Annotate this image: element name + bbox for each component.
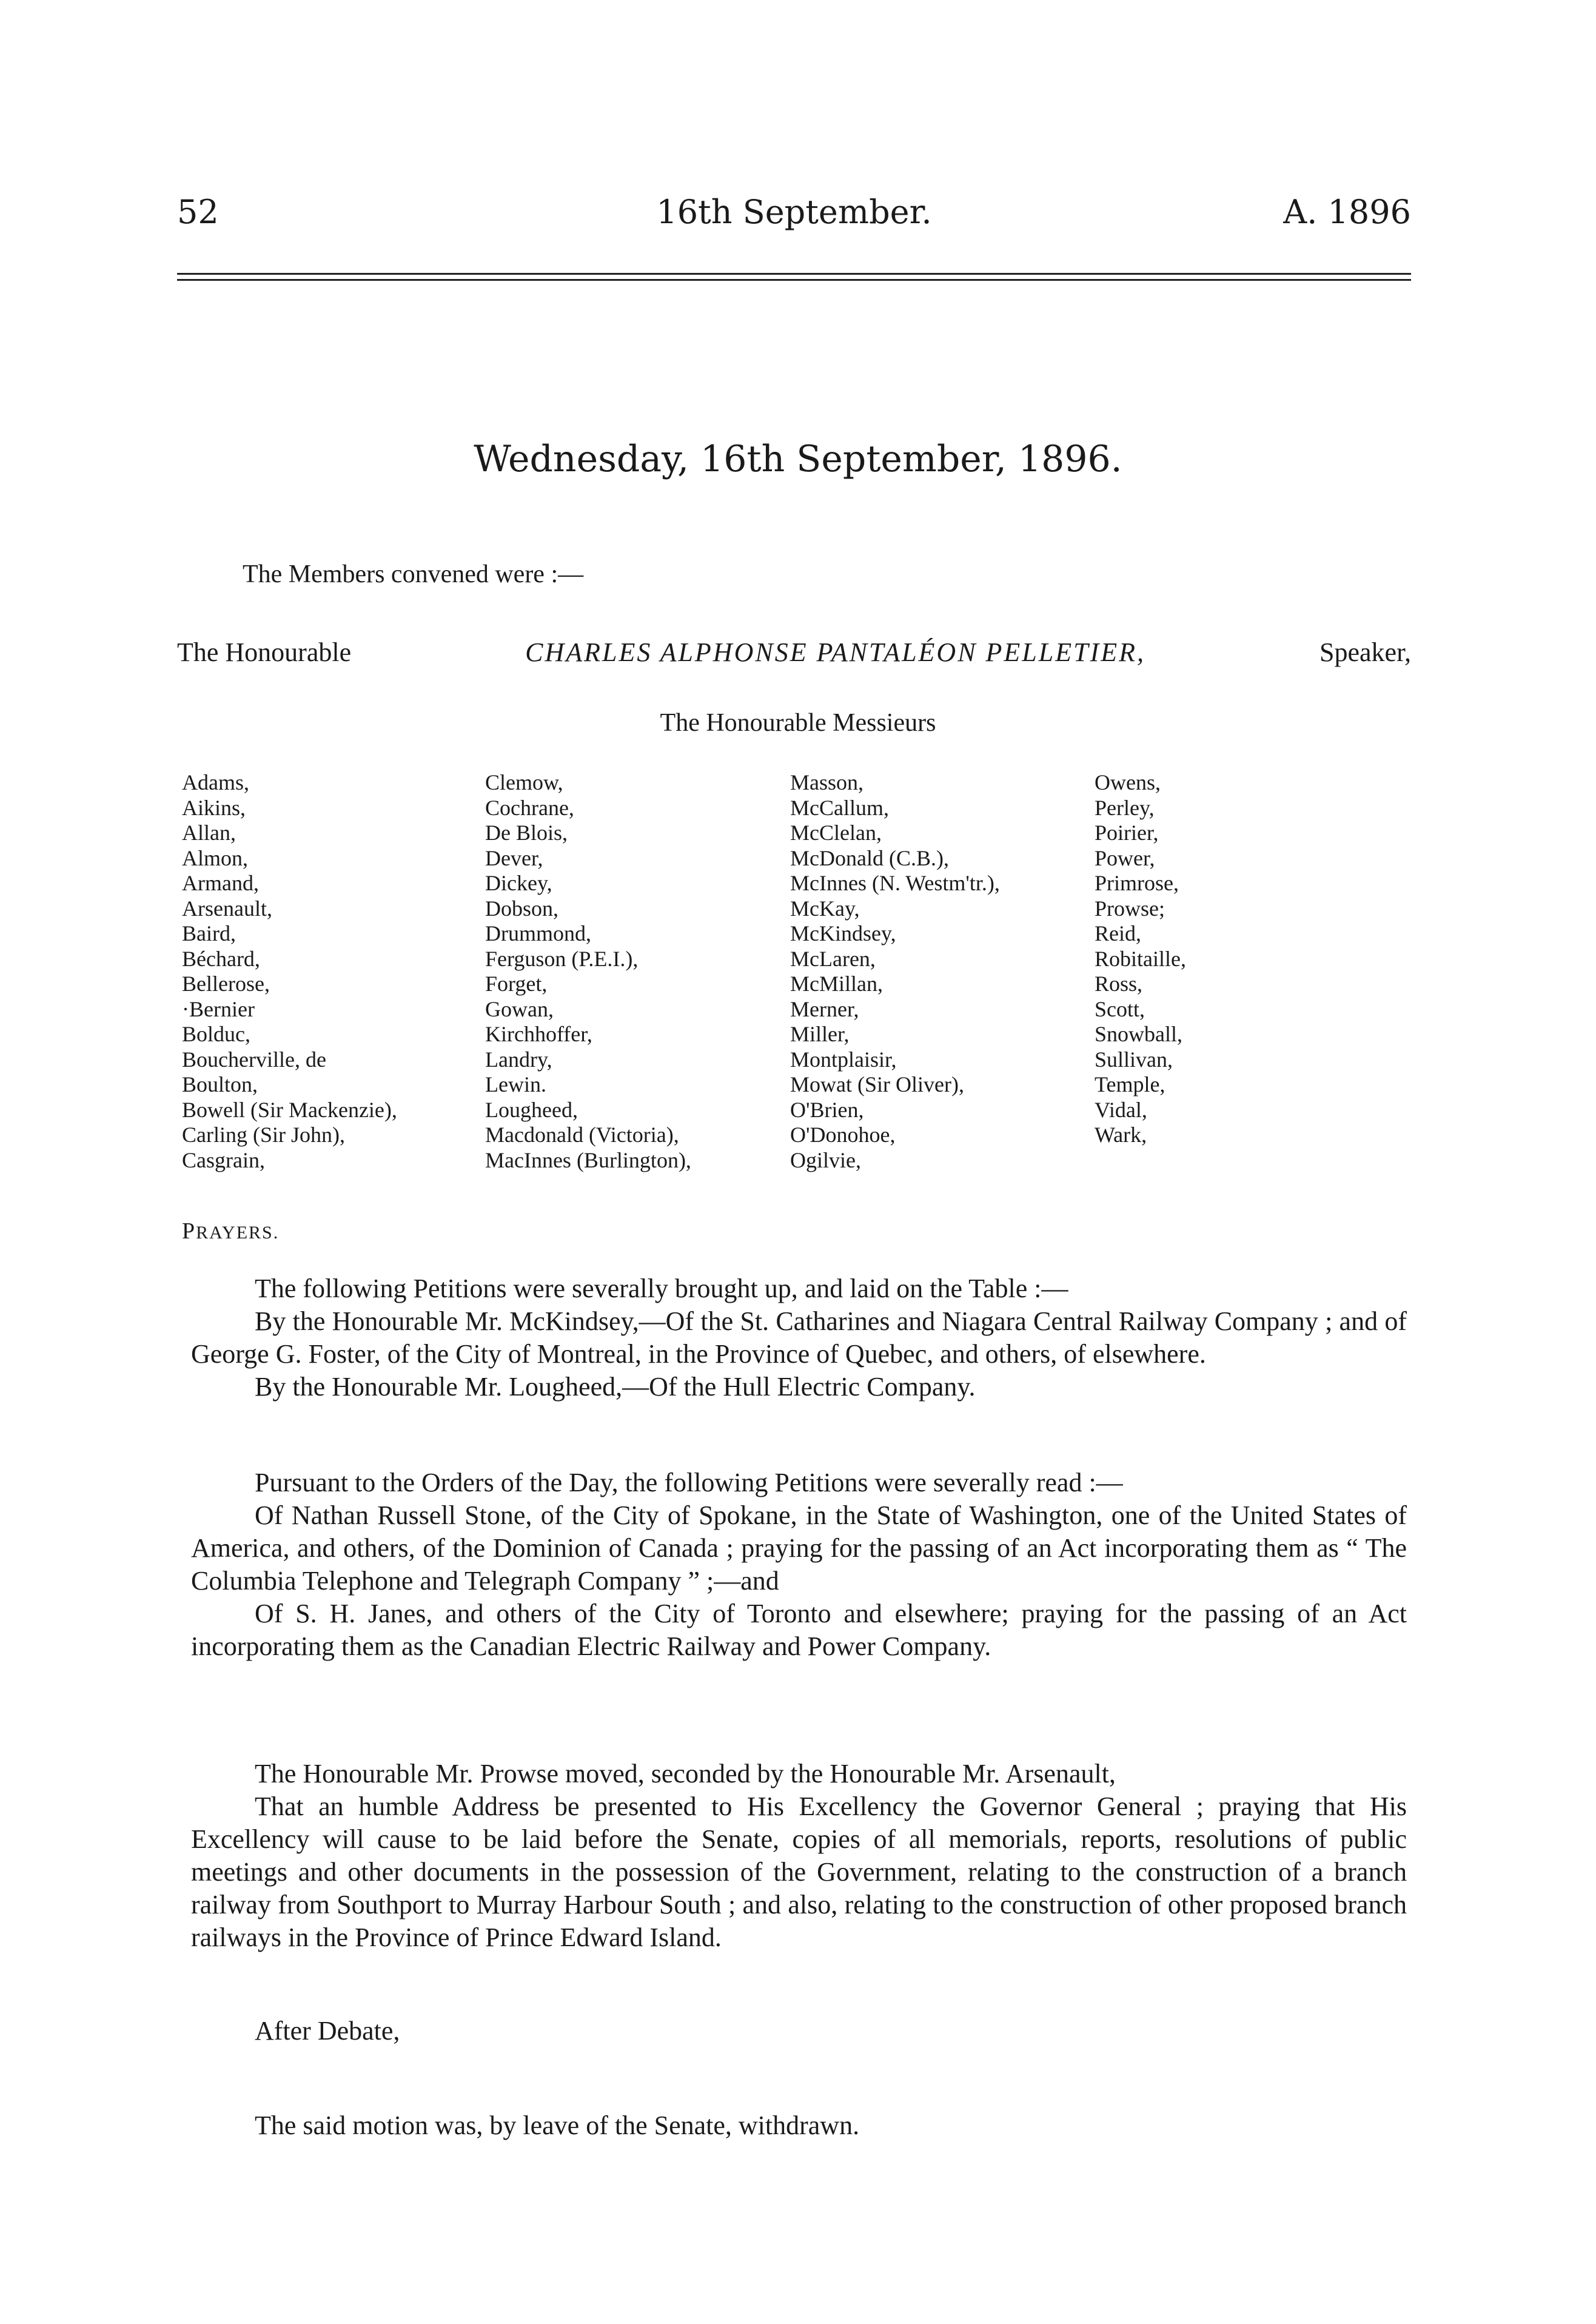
member-name: Ross, xyxy=(1095,972,1143,996)
member-name: Merner, xyxy=(790,996,859,1021)
member-name: Baird, xyxy=(182,921,236,945)
member-name: Bowell (Sir Mackenzie), xyxy=(182,1097,397,1122)
page-number: 52 xyxy=(177,193,219,231)
member-name: Gowan, xyxy=(485,996,554,1021)
member-name: Adams, xyxy=(182,770,249,794)
member-name: Clemow, xyxy=(485,770,563,794)
member-name: Bellerose, xyxy=(182,972,270,996)
member-name: Robitaille, xyxy=(1095,946,1186,971)
member-name: Perley, xyxy=(1095,795,1155,820)
member-name: Primrose, xyxy=(1095,871,1179,895)
running-head xyxy=(177,193,1411,241)
member-name: Cochrane, xyxy=(485,795,574,820)
member-name: McMillan, xyxy=(790,972,883,996)
member-name: Almon, xyxy=(182,845,249,870)
member-name: McKay, xyxy=(790,896,860,921)
speaker-role: Speaker, xyxy=(1319,637,1411,667)
member-name: Aikins, xyxy=(182,795,246,820)
member-name: McKindsey, xyxy=(790,921,896,945)
member-name: Ferguson (P.E.I.), xyxy=(485,946,639,971)
after-debate: After Debate, xyxy=(255,2016,400,2046)
header-date: 16th September. xyxy=(656,193,932,231)
petition-janes: Of S. H. Janes, and others of the City of Toronto and elsewhere; praying for the passing of an Act incorporating them as the Canadian Electric Railway and Power Company. xyxy=(191,1599,1407,1661)
member-name: Drummond, xyxy=(485,921,591,945)
member-name: McCallum, xyxy=(790,795,889,820)
members-column-4 xyxy=(1095,770,1186,1148)
member-name: Miller, xyxy=(790,1022,850,1046)
prayers-initial: P xyxy=(182,1218,196,1244)
member-name: Power, xyxy=(1095,845,1155,870)
header-rule-bottom xyxy=(177,279,1411,281)
speaker-prefix: The Honourable xyxy=(177,637,352,667)
member-name: Bolduc, xyxy=(182,1022,250,1046)
member-name: Snowball, xyxy=(1095,1022,1183,1046)
after-debate-block xyxy=(191,2015,1407,2047)
member-name: MacInnes (Burlington), xyxy=(485,1147,691,1172)
prayers-heading xyxy=(182,1218,279,1244)
member-name: McLaren, xyxy=(790,946,876,971)
member-name: O'Donohoe, xyxy=(790,1123,896,1147)
member-name: McClelan, xyxy=(790,821,882,845)
member-name: Dever, xyxy=(485,845,543,870)
header-year: A. 1896 xyxy=(1283,193,1411,231)
motion-withdrawn: The said motion was, by leave of the Senate, withdrawn. xyxy=(255,2111,860,2140)
member-name: Sullivan, xyxy=(1095,1047,1173,1072)
member-name: Temple, xyxy=(1095,1072,1165,1097)
petition-lougheed: By the Honourable Mr. Lougheed,—Of the Hull Electric Company. xyxy=(255,1372,976,1402)
member-name: Macdonald (Victoria), xyxy=(485,1123,679,1147)
speaker-name: CHARLES ALPHONSE PANTALÉON PELLETIER, xyxy=(525,637,1146,667)
members-convened: The Members convened were :— xyxy=(243,560,584,588)
member-name: Ogilvie, xyxy=(790,1147,861,1172)
motion-block xyxy=(191,1758,1407,1954)
petition-mckindsey: By the Honourable Mr. McKindsey,—Of the St. Catharines and Niagara Central Railway Company ; and of George G. Foster, of the City of Montreal, in the Province of Quebec, and others, of elsewhere. xyxy=(191,1306,1407,1369)
member-name: Boucherville, de xyxy=(182,1047,326,1072)
orders-block xyxy=(191,1466,1407,1663)
motion-address: That an humble Address be presented to His Excellency the Governor General ; praying that His Excellency will cause to be laid before the Senate, copies of all memorials, reports, resolutions of public meetings and other documents in the possession of the Government, relating to the construction of a branch railway from Southport to Murray Harbour South ; and also, relating to the construction of other proposed branch railways in the Province of Prince Edward Island. xyxy=(191,1792,1407,1952)
members-column-3 xyxy=(790,770,1000,1173)
member-name: Carling (Sir John), xyxy=(182,1123,345,1147)
member-name: Poirier, xyxy=(1095,821,1159,845)
member-name: McInnes (N. Westm'tr.), xyxy=(790,871,1000,895)
member-name: Boulton, xyxy=(182,1072,258,1097)
speaker-line xyxy=(177,637,1411,668)
member-name: Lougheed, xyxy=(485,1097,578,1122)
prayers-rest: RAYERS. xyxy=(196,1223,280,1243)
member-name: Prowse; xyxy=(1095,896,1165,921)
member-name: Owens, xyxy=(1095,770,1161,794)
member-name: Lewin. xyxy=(485,1072,546,1097)
member-name: Arsenault, xyxy=(182,896,272,921)
header-rule-top xyxy=(177,273,1411,275)
member-name: Allan, xyxy=(182,821,236,845)
member-name: Forget, xyxy=(485,972,548,996)
sitting-title: Wednesday, 16th September, 1896. xyxy=(474,438,1122,480)
member-name: Casgrain, xyxy=(182,1147,265,1172)
member-name: Montplaisir, xyxy=(790,1047,897,1072)
member-name: Dickey, xyxy=(485,871,552,895)
member-name: Reid, xyxy=(1095,921,1141,945)
withdrawn-block xyxy=(191,2109,1407,2142)
member-name: Masson, xyxy=(790,770,864,794)
member-name: Landry, xyxy=(485,1047,552,1072)
orders-intro: Pursuant to the Orders of the Day, the following Petitions were severally read :— xyxy=(255,1468,1123,1497)
messieurs-heading: The Honourable Messieurs xyxy=(660,709,936,737)
member-name: Scott, xyxy=(1095,996,1145,1021)
member-name: McDonald (C.B.), xyxy=(790,845,949,870)
member-name: Mowat (Sir Oliver), xyxy=(790,1072,964,1097)
member-name: De Blois, xyxy=(485,821,568,845)
member-name: ·Bernier xyxy=(182,996,255,1021)
petitions-block xyxy=(191,1272,1407,1403)
member-name: Wark, xyxy=(1095,1123,1147,1147)
member-name: Kirchhoffer, xyxy=(485,1022,592,1046)
member-name: O'Brien, xyxy=(790,1097,864,1122)
member-name: Dobson, xyxy=(485,896,559,921)
member-name: Béchard, xyxy=(182,946,260,971)
member-name: Vidal, xyxy=(1095,1097,1147,1122)
petitions-intro: The following Petitions were severally brought up, and laid on the Table :— xyxy=(255,1274,1068,1303)
petition-stone: Of Nathan Russell Stone, of the City of Spokane, in the State of Washington, one of the United States of America, and others, of the Dominion of Canada ; praying for the passing of an Act incorporating them as “ The Columbia Telephone and Telegraph Company ” ;—and xyxy=(191,1500,1407,1596)
motion-mover: The Honourable Mr. Prowse moved, seconded by the Honourable Mr. Arsenault, xyxy=(255,1759,1116,1788)
members-column-2 xyxy=(485,770,691,1173)
member-name: Armand, xyxy=(182,871,259,895)
members-column-1 xyxy=(182,770,397,1173)
